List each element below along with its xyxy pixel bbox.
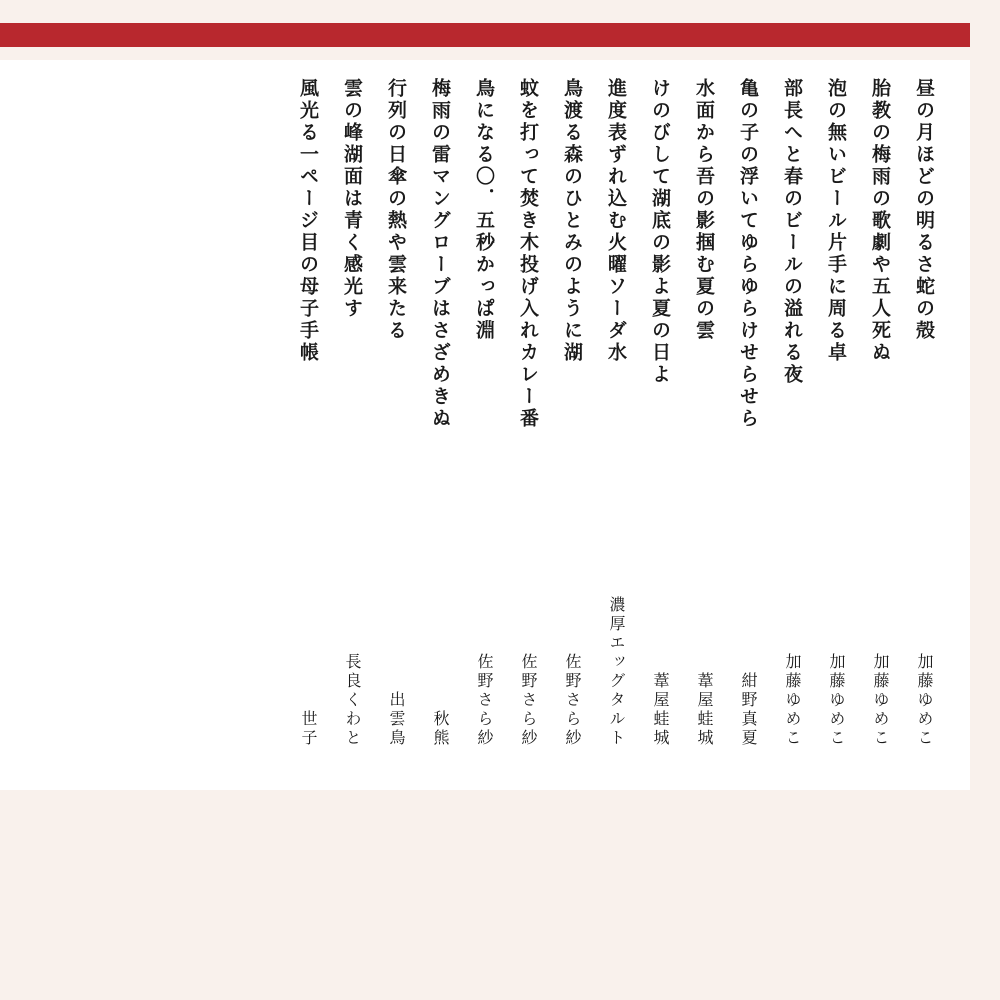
haiku-entry	[509, 78, 546, 778]
haiku-author: 佐野さら紗	[519, 653, 538, 748]
haiku-text: 胎教の梅雨の歌劇や五人死ぬ	[869, 78, 891, 364]
haiku-author: 出雲鳥	[387, 691, 406, 748]
haiku-author: 長良くわと	[343, 653, 362, 748]
haiku-entry	[553, 78, 590, 778]
haiku-entry	[641, 78, 678, 778]
haiku-text: 行列の日傘の熱や雲来たる	[385, 78, 407, 342]
haiku-text: 水面から吾の影掴む夏の雲	[693, 78, 715, 342]
haiku-text: 雲の峰湖面は青く感光す	[341, 78, 363, 320]
haiku-entry	[773, 78, 810, 778]
haiku-text: 亀の子の浮いてゆらゆらけせらせら	[737, 78, 759, 430]
haiku-text: 泡の無いビール片手に周る卓	[825, 78, 847, 364]
haiku-author: 葦屋蛙城	[651, 672, 670, 748]
haiku-text: 鳥になる〇．五秒かっぱ淵	[473, 78, 495, 342]
haiku-author: 加藤ゆめこ	[827, 653, 846, 748]
haiku-author: 濃厚エッグタルト	[607, 596, 626, 748]
haiku-entry	[861, 78, 898, 778]
haiku-author: 世子	[299, 710, 318, 748]
haiku-entry	[377, 78, 414, 778]
haiku-author: 佐野さら紗	[563, 653, 582, 748]
haiku-entry	[333, 78, 370, 778]
haiku-author: 加藤ゆめこ	[915, 653, 934, 748]
haiku-entry	[465, 78, 502, 778]
haiku-author: 紺野真夏	[739, 672, 758, 748]
haiku-entry	[817, 78, 854, 778]
haiku-text: 進度表ずれ込む火曜ソーダ水	[605, 78, 627, 364]
haiku-entry	[597, 78, 634, 778]
haiku-panel	[0, 60, 970, 790]
haiku-entry	[729, 78, 766, 778]
haiku-author: 葦屋蛙城	[695, 672, 714, 748]
haiku-entry	[905, 78, 942, 778]
haiku-author: 秋熊	[431, 710, 450, 748]
haiku-text: 昼の月ほどの明るさ蛇の殻	[913, 78, 935, 342]
haiku-entry	[421, 78, 458, 778]
haiku-list	[289, 78, 942, 778]
haiku-text: 蚊を打って焚き木投げ入れカレー番	[517, 78, 539, 430]
haiku-text: 部長へと春のビールの溢れる夜	[781, 78, 803, 386]
haiku-entry	[685, 78, 722, 778]
haiku-author: 加藤ゆめこ	[871, 653, 890, 748]
haiku-text: けのびして湖底の影よ夏の日よ	[649, 78, 671, 386]
haiku-author: 佐野さら紗	[475, 653, 494, 748]
haiku-entry	[289, 78, 326, 778]
haiku-text: 鳥渡る森のひとみのように湖	[561, 78, 583, 364]
haiku-text: 風光る一ページ目の母子手帳	[297, 78, 319, 364]
haiku-author: 加藤ゆめこ	[783, 653, 802, 748]
haiku-text: 梅雨の雷マングローブはさざめきぬ	[429, 78, 451, 430]
header-bar	[0, 23, 970, 47]
